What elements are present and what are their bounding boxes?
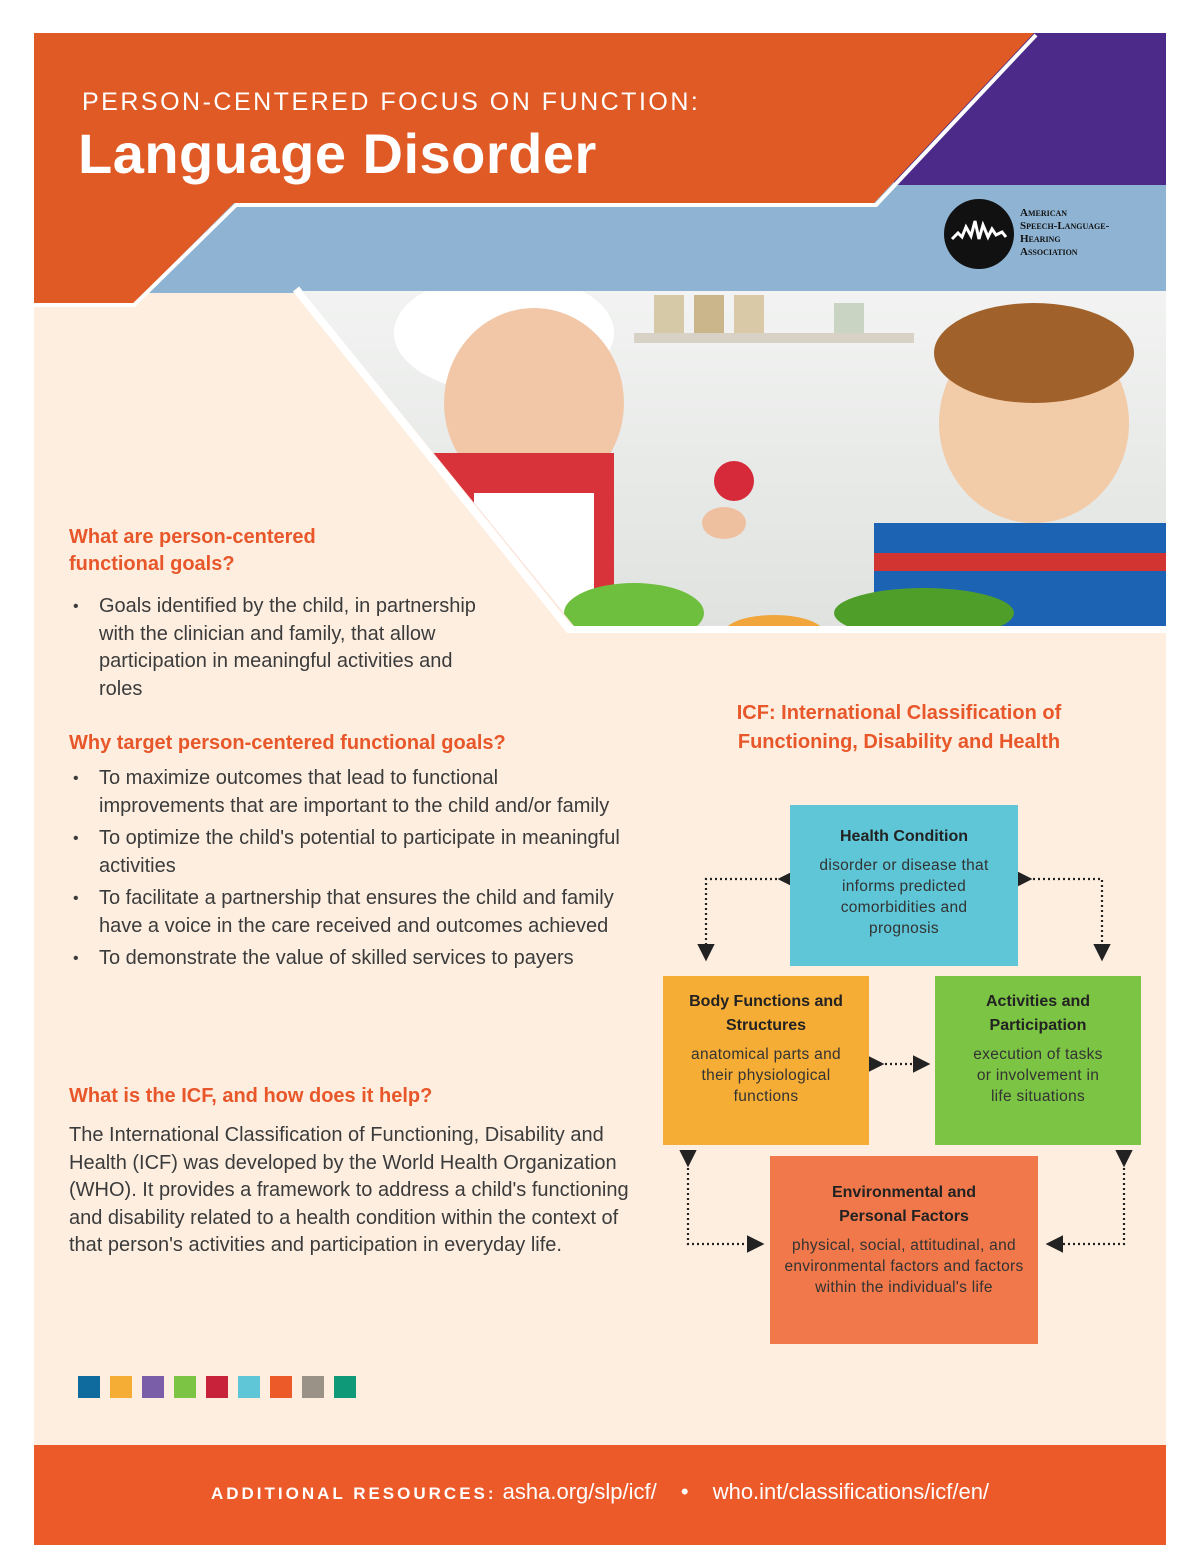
logo-line-3: Hearing (1020, 233, 1061, 245)
list-item: • To maximize outcomes that lead to functional improvements that are important to the child and/or family (69, 765, 629, 820)
environmental-title: Environmental and Personal Factors (831, 1184, 977, 1225)
icf-body-functions-box (663, 976, 869, 1145)
list-item: • To demonstrate the value of skilled services to payers (69, 945, 629, 973)
environmental-desc: physical, social, attitudinal, and environmental factors and factors within the individual's life (784, 1237, 1024, 1296)
page-title: Language Disorder (78, 122, 597, 185)
body-functions-title: Body Functions and Structures (689, 993, 843, 1034)
goals-heading: What are person-centered functional goals? (69, 526, 316, 575)
footer-link-asha[interactable]: asha.org/slp/icf/ (502, 1479, 657, 1504)
body-functions-desc: anatomical parts and their physiological functions (691, 1046, 841, 1105)
icf-diagram-title: ICF: International Classification of Functioning, Disability and Health (736, 702, 1062, 753)
activities-desc: execution of tasks or involvement in life situations (973, 1046, 1103, 1105)
icf-help-heading: What is the ICF, and how does it help? (69, 1085, 433, 1107)
health-condition-title: Health Condition (840, 828, 968, 845)
flyer-page (34, 33, 1166, 1545)
why-heading: Why target person-centered functional goals? (69, 732, 506, 754)
footer-band (34, 1445, 1166, 1545)
list-item: • To optimize the child's potential to participate in meaningful activities (69, 825, 629, 880)
header-kicker: PERSON-CENTERED FOCUS ON FUNCTION: (82, 88, 701, 116)
activities-title: Activities and Participation (985, 993, 1091, 1034)
icf-activities-box (935, 976, 1141, 1145)
icf-health-condition-box (790, 805, 1018, 966)
list-item: • Goals identified by the child, in partnership with the clinician and family, that allow participation in meaningful activities and roles (69, 593, 489, 703)
footer-label: ADDITIONAL RESOURCES: (210, 1484, 497, 1503)
icf-environmental-box (770, 1156, 1038, 1344)
logo-line-1: American (1020, 207, 1068, 219)
footer-separator: • (680, 1479, 689, 1504)
footer-link-who[interactable]: who.int/classifications/icf/en/ (712, 1479, 990, 1504)
footer-resources (34, 1479, 1166, 1505)
list-item: • To facilitate a partnership that ensures the child and family have a voice in the care received and outcomes achieved (69, 885, 629, 940)
icf-help-body: The International Classification of Functioning, Disability and Health (ICF) was developed by the World Health Organization (WHO). It provides a framework to address a child's functioning and disability related to a health condition within the context of that person's activities and participation in everyday life. (69, 1124, 629, 1256)
health-condition-desc: disorder or disease that informs predicted comorbidities and prognosis (819, 857, 989, 937)
logo-line-2: Speech-Language- (1020, 220, 1110, 232)
logo-line-4: Association (1020, 246, 1078, 258)
